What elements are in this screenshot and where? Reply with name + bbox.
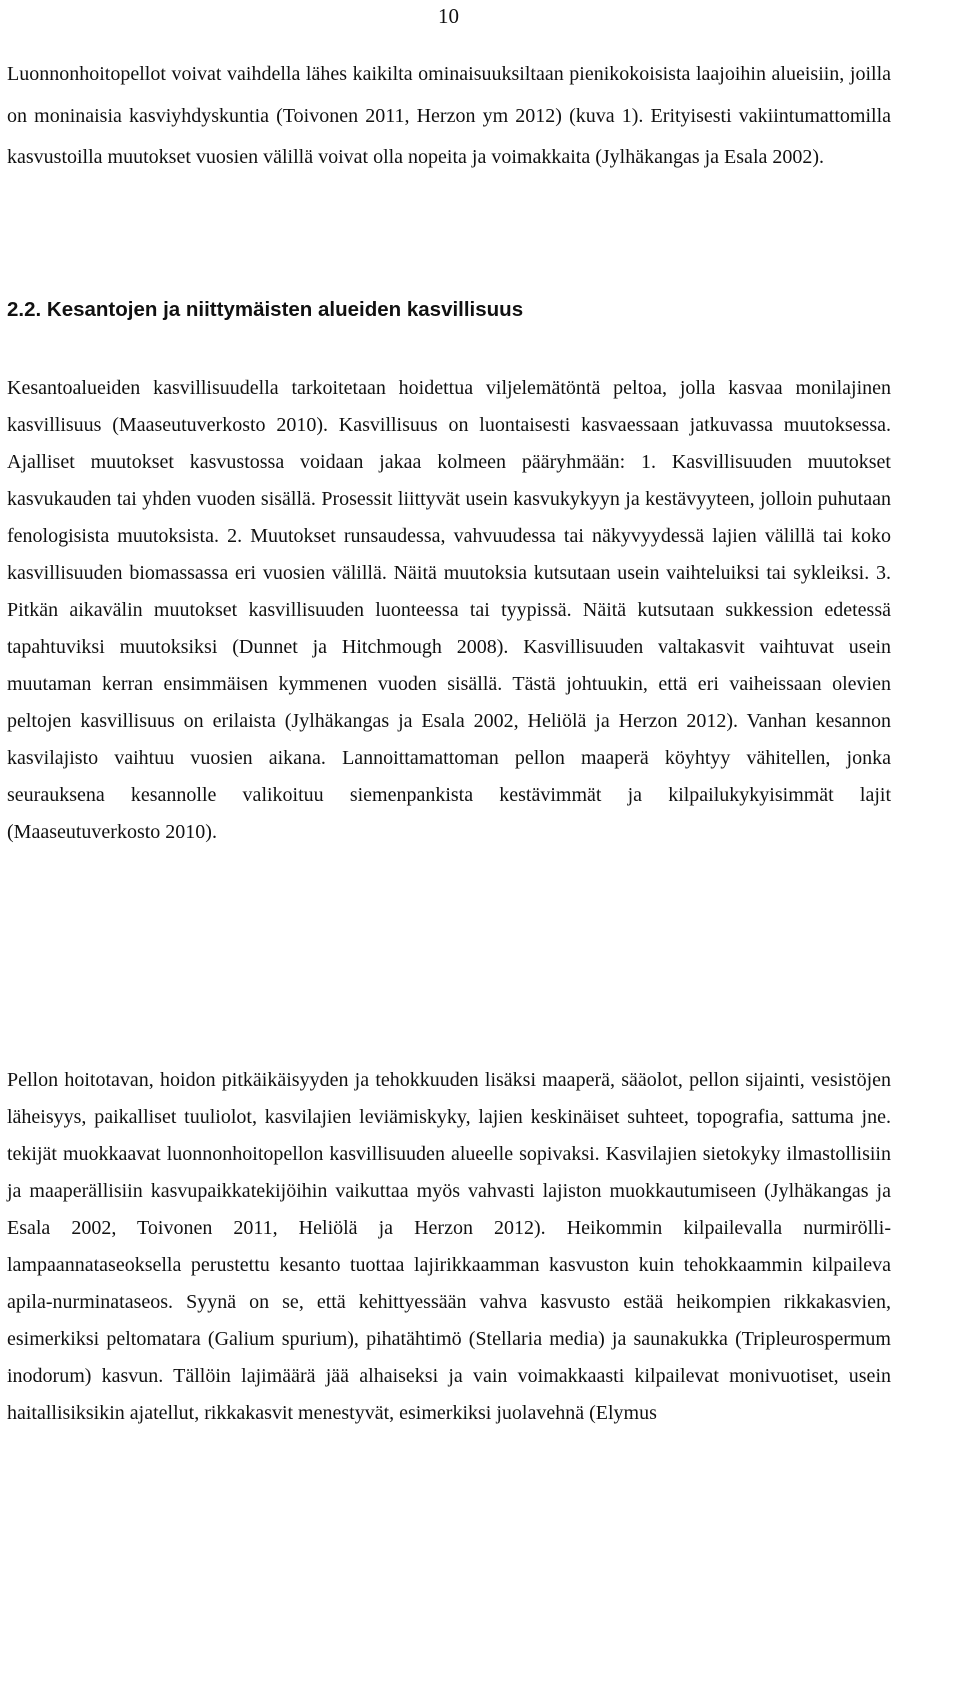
section-heading: 2.2. Kesantojen ja niittymäisten alueiden kasvillisuus	[7, 298, 524, 321]
page-number: 10	[438, 4, 459, 28]
intro-paragraph: Luonnonhoitopellot voivat vaihdella lähes kaikilta ominaisuuksiltaan pienikokoisista laajoihin alueisiin, joilla on moninaisia kasviyhdyskuntia (Toivonen 2011, Herzon ym 2012) (kuva 1). Erityisesti vakiintumattomilla kasvustoilla muutokset vuosien välillä voivat olla nopeita ja voimakkaita (Jylhäkangas ja Esala 2002).	[7, 63, 891, 168]
management-paragraph: Pellon hoitotavan, hoidon pitkäikäisyyden ja tehokkuuden lisäksi maaperä, sääolot, pellon sijainti, vesistöjen läheisyys, paikalliset tuuliolot, kasvilajien leviämiskyky, lajien keskinäiset suhteet, topografia, sattuma jne. tekijät muokkaavat luonnonhoitopellon kasvillisuuden alueelle sopivaksi. Kasvilajien sietokyky ilmastollisiin ja maaperällisiin kasvupaikkatekijöihin vaikuttaa myös vahvasti lajiston muokkautumiseen (Jylhäkangas ja Esala 2002, Toivonen 2011, Heliölä ja Herzon 2012). Heikommin kilpailevalla nurmirölli-lampaannataseoksella perustettu kesanto tuottaa lajirikkaamman kasvuston kuin tehokkaammin kilpaileva apila-nurminataseos. Syynä on se, että kehittyessään vahva kasvusto estää heikompien rikkakasvien, esimerkiksi peltomatara (Galium spurium), pihatähtimö (Stellaria media) ja saunakukka (Tripleurospermum inodorum) kasvun. Tällöin lajimäärä jää alhaiseksi ja vain voimakkaasti kilpailevat monivuotiset, usein haitallisiksikin ajatellut, rikkakasvit menestyvät, esimerkiksi juolavehnä (Elymus	[7, 1069, 891, 1424]
vegetation-paragraph: Kesantoalueiden kasvillisuudella tarkoitetaan hoidettua viljelemätöntä peltoa, jolla kasvaa monilajinen kasvillisuus (Maaseutuverkosto 2010). Kasvillisuus on luontaisesti kasvaessaan jatkuvassa muutoksessa. Ajalliset muutokset kasvustossa voidaan jakaa kolmeen pääryhmään: 1. Kasvillisuuden muutokset kasvukauden tai yhden vuoden sisällä. Prosessit liittyvät usein kasvukykyyn ja kestävyyteen, jolloin puhutaan fenologisista muutoksista. 2. Muutokset runsaudessa, vahvuudessa tai näkyvyydessä lajien välillä tai koko kasvillisuuden biomassassa eri vuosien välillä. Näitä muutoksia kutsutaan usein vaihteluiksi tai sykleiksi. 3. Pitkän aikavälin muutokset kasvillisuuden luonteessa tai tyypissä. Näitä kutsutaan sukkession edetessä tapahtuviksi muutoksiksi (Dunnet ja Hitchmough 2008). Kasvillisuuden valtakasvit vaihtuvat usein muutaman kerran ensimmäisen kymmenen vuoden sisällä. Tästä johtuukin, että eri vaiheissaan olevien peltojen kasvillisuus on erilaista (Jylhäkangas ja Esala 2002, Heliölä ja Herzon 2012). Vanhan kesannon kasvilajisto vaihtuu vuosien aikana. Lannoittamattoman pellon maaperä köyhtyy vähitellen, jonka seurauksena kesannolle valikoituu siemenpankista kestävimmät ja kilpailukykyisimmät lajit (Maaseutuverkosto 2010).	[7, 377, 891, 843]
